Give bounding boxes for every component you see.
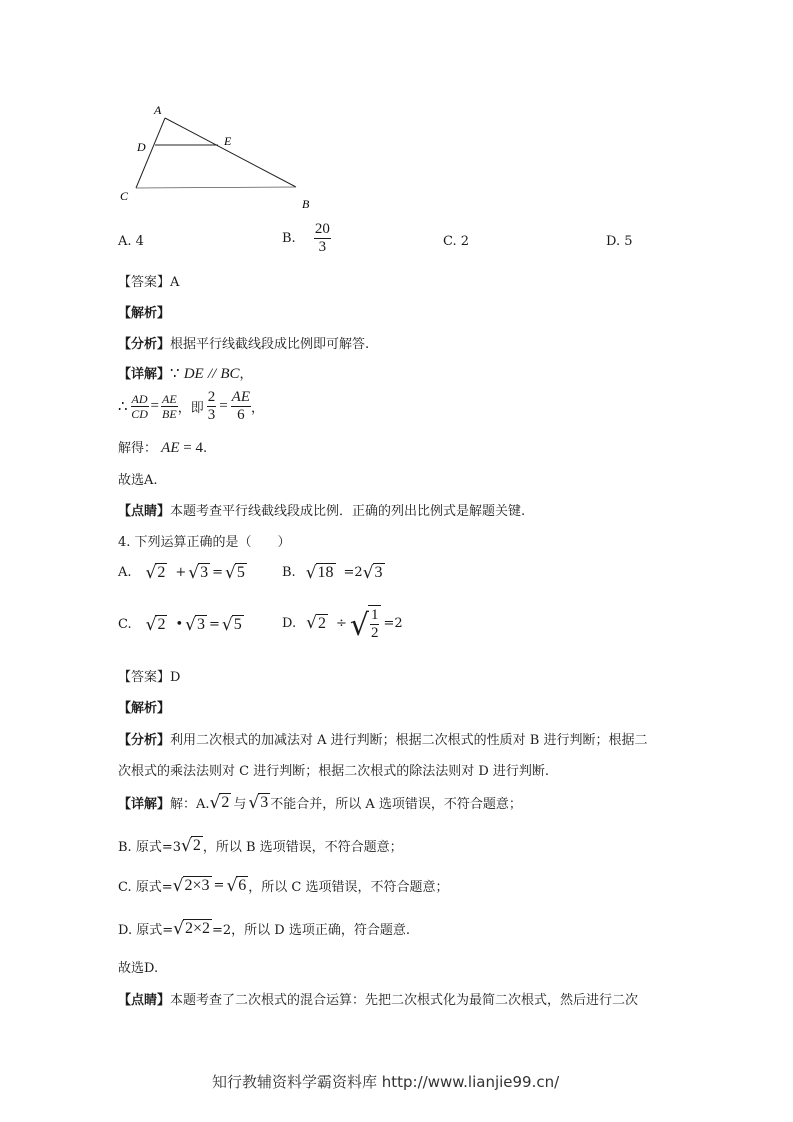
frac-2: 2 [207, 389, 216, 405]
sqrt-3 [188, 563, 210, 582]
label-e: E [224, 134, 232, 148]
because-symbol: ∵ [170, 366, 180, 382]
sqrt-3-detail-value: 3 [260, 794, 269, 812]
sqrt-3-c [185, 615, 207, 634]
q4-option-b [282, 563, 385, 582]
q3-dianjing [118, 500, 525, 519]
fraction-ad-cd [131, 393, 149, 420]
q3-fenxi [118, 333, 369, 352]
sqrt-3-c-value: 3 [196, 616, 205, 633]
frac-be: BE [162, 407, 177, 421]
sqrt-2-b-detail-value: 2 [192, 837, 201, 855]
q4-detail-d-pre: D. 原式= [118, 923, 174, 938]
q3-dianjing-text: 本题考查平行线截线段成比例．正确的列出比例式是解题关键. [170, 504, 526, 519]
q3-option-b-label: B. [282, 231, 296, 246]
radical-icon: √ [305, 562, 317, 583]
sqrt-2-c [146, 615, 168, 634]
radical-icon: √ [221, 614, 233, 635]
q4-fenxi-line1: 利用二次根式的加减法对 A 进行判断；根据二次根式的性质对 B 进行判断；根据二 [170, 733, 648, 748]
q4-dianjing-tag: 【点睛】 [118, 993, 171, 1008]
radical-icon: √ [209, 792, 221, 813]
q3-analysis-heading: 【解析】 [118, 306, 171, 321]
label-a: A [154, 103, 162, 117]
q3-fenxi-text: 根据平行线截线段成比例即可解答. [170, 337, 370, 352]
q4-detail-a [118, 793, 522, 812]
q4-option-d [282, 605, 403, 641]
sqrt-2x2-value: 2×2 [184, 920, 210, 938]
q4-d-div: ÷ [335, 615, 347, 631]
sqrt-5-value: 5 [236, 564, 245, 581]
fraction-ae-be [161, 393, 178, 420]
sqrt-2x3-value: 2×3 [184, 877, 210, 895]
q4-b-label: B. [282, 564, 296, 580]
sqrt-2-b-detail [181, 836, 203, 855]
sqrt-5-c-value: 5 [233, 616, 242, 633]
q4-detail-b-post: ，所以 B 选项错误，不符合题意； [202, 840, 403, 855]
q4-detail-c-pre: C. 原式= [118, 880, 173, 895]
sqrt-2x3 [173, 876, 212, 895]
q3-solve [118, 437, 207, 457]
q4-detail-d [118, 919, 410, 938]
radical-icon: √ [188, 562, 200, 583]
q3-bc: BC [220, 366, 240, 382]
q4-a-eq: = [212, 564, 224, 580]
frac-ae-2: AE [231, 389, 250, 405]
frac-cd: CD [131, 407, 148, 421]
segment-cb [136, 187, 296, 188]
triangle-figure [110, 98, 330, 218]
therefore-symbol: ∴ [118, 399, 128, 415]
fraction-2-3 [207, 390, 217, 423]
q3-proportion [118, 390, 264, 423]
frac-2b: 2 [370, 625, 379, 641]
frac-6: 6 [237, 407, 245, 423]
radical-icon: √ [172, 875, 184, 896]
frac-1: 1 [370, 607, 379, 623]
q4-detail-c [118, 876, 449, 895]
q3-dot: . [202, 441, 208, 456]
q3-option-b [282, 222, 331, 255]
q3-option-b-den: 3 [318, 239, 327, 255]
q4-c-dot: • [175, 616, 184, 632]
q4-detail-tag: 【详解】 [118, 797, 171, 812]
q4-d-eq: =2 [383, 615, 403, 631]
sqrt-5 [225, 563, 247, 582]
footer-watermark: 知行教辅资料学霸资料库 http://www.lianjie99.cn/ [212, 1073, 560, 1091]
frac-ae: AE [162, 392, 177, 406]
label-d: D [137, 140, 146, 154]
q4-analysis-heading: 【解析】 [118, 701, 171, 716]
radical-icon: √ [180, 835, 192, 856]
q4-detail-c-post: ，所以 C 选项错误，不符合题意； [248, 880, 449, 895]
sqrt-3-b-value: 3 [374, 564, 383, 581]
sqrt-2-c-value: 2 [157, 616, 166, 633]
label-c: C [120, 189, 129, 203]
q4-detail-b-pre: B. 原式=3 [118, 840, 181, 855]
sqrt-18-value: 18 [317, 564, 334, 581]
radical-icon: √ [225, 562, 236, 583]
q3-parallel: // [207, 366, 217, 382]
q4-detail-c-eq: = [213, 878, 225, 893]
q4-option-a [118, 563, 247, 582]
q3-option-a: A. 4 [118, 234, 144, 249]
q4-fenxi-2: 次根式的乘法法则对 C 进行判断；根据二次根式的除法法则对 D 进行判断. [118, 764, 550, 779]
q4-detail-a-pre: 解：A. [170, 797, 210, 812]
q4-stem: 4. 下列运算正确的是（ ） [118, 535, 291, 550]
q3-fenxi-tag: 【分析】 [118, 337, 171, 352]
q4-detail-d-post: =2，所以 D 选项正确，符合题意. [212, 923, 410, 938]
radical-icon: √ [173, 918, 184, 939]
q4-option-c [118, 615, 244, 634]
sqrt-2-detail-value: 2 [221, 794, 230, 812]
q3-comma-2: ， [251, 401, 265, 416]
frac-ad: AD [131, 392, 148, 406]
q4-b-eq: =2 [343, 564, 363, 580]
q4-dianjing [118, 989, 638, 1008]
segment-ab [165, 118, 296, 187]
sqrt-half [350, 605, 382, 641]
frac-3: 3 [207, 407, 216, 423]
q3-detail-tag: 【详解】 [118, 367, 171, 382]
fraction-1-2 [370, 608, 380, 641]
radical-icon: √ [185, 614, 196, 635]
q4-c-eq: = [208, 616, 220, 632]
equals-sign: = [150, 398, 160, 414]
q3-ae-eq: AE [161, 440, 180, 456]
sqrt-3-value: 3 [200, 564, 209, 581]
q3-comma: ， [239, 367, 253, 382]
q4-dianjing-text: 本题考查了二次根式的混合运算：先把二次根式化为最简二次根式，然后进行二次 [170, 993, 639, 1008]
sqrt-6 [226, 876, 248, 895]
sqrt-3-detail [248, 793, 270, 812]
q3-ji: ，即 [177, 401, 204, 416]
q3-option-b-fraction [314, 222, 331, 255]
q3-dianjing-tag: 【点睛】 [118, 504, 171, 519]
q4-detail-b [118, 836, 403, 855]
radical-icon: √ [349, 608, 369, 643]
sqrt-half-body [368, 605, 382, 641]
q4-c-label: C. [118, 616, 132, 632]
q4-answer: 【答案】D [118, 670, 181, 685]
q3-de: DE [183, 366, 204, 382]
sqrt-2x2 [173, 919, 212, 938]
sqrt-18 [306, 563, 336, 582]
q4-fenxi-1 [118, 729, 648, 748]
radical-icon: √ [145, 562, 157, 583]
q3-option-d: D. 5 [606, 234, 633, 249]
q3-eq-four: = 4 [179, 440, 203, 456]
sqrt-2-d [306, 614, 328, 633]
fraction-ae-6 [231, 390, 251, 423]
radical-icon: √ [145, 614, 157, 635]
q4-detail-a-mid: 与 [233, 797, 247, 812]
q4-guxuan: 故选D. [118, 961, 159, 976]
q4-a-label: A. [118, 564, 132, 580]
sqrt-6-value: 6 [238, 877, 247, 895]
radical-icon: √ [306, 613, 317, 634]
q3-answer: 【答案】A [118, 275, 180, 290]
q3-option-c: C. 2 [443, 234, 470, 249]
q3-detail [118, 363, 253, 383]
q4-fenxi-tag: 【分析】 [118, 733, 171, 748]
q4-a-plus: + [175, 564, 187, 580]
radical-icon: √ [226, 875, 238, 896]
sqrt-5-c [222, 615, 244, 634]
q3-guxuan: 故选A. [118, 473, 158, 488]
q3-jiede: 解得： [118, 441, 158, 456]
q3-option-b-num: 20 [314, 221, 330, 237]
sqrt-2-value: 2 [157, 564, 166, 581]
equals-sign-2: = [219, 398, 228, 414]
q4-d-label: D. [282, 615, 297, 631]
sqrt-2-detail [210, 793, 232, 812]
sqrt-2-d-value: 2 [317, 614, 326, 632]
q4-detail-a-post: 不能合并，所以 A 选项错误，不符合题意； [270, 797, 522, 812]
sqrt-3-b [363, 563, 385, 582]
radical-icon: √ [248, 792, 260, 813]
label-b: B [302, 197, 310, 211]
radical-icon: √ [362, 562, 374, 583]
sqrt-2 [146, 563, 168, 582]
